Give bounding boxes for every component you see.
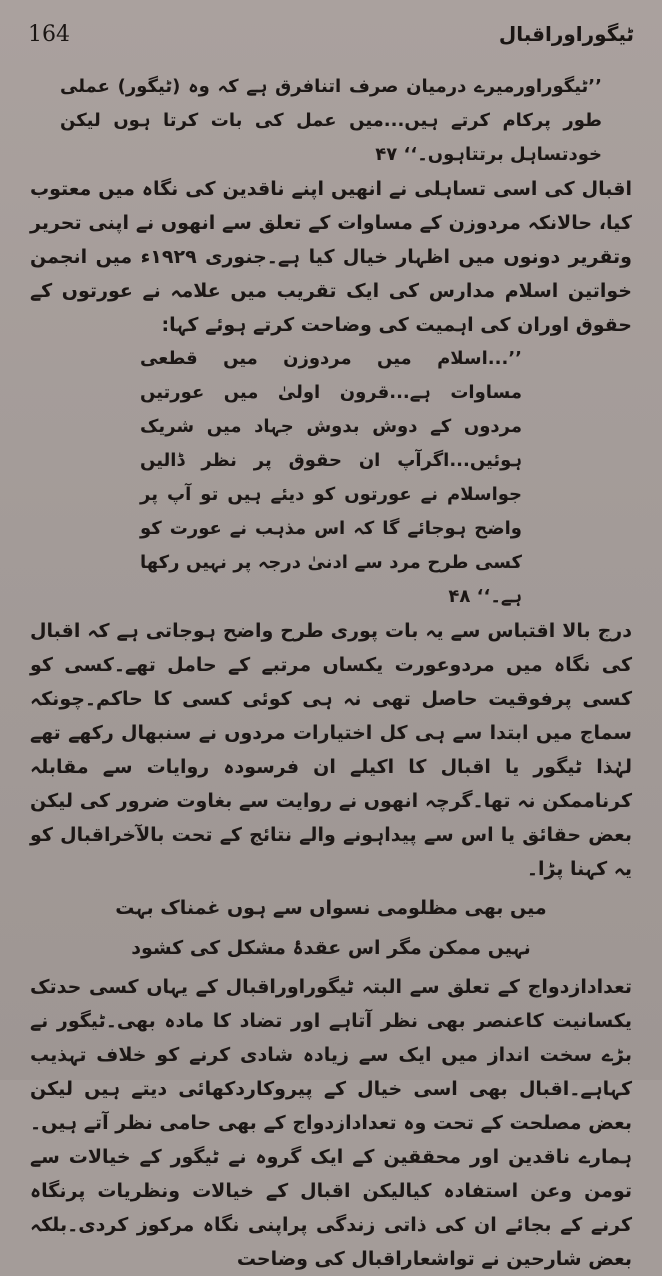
- quote-tagore: ’’ٹیگوراورمیرے درمیان صرف اتنافرق ہے کہ وہ (ٹیگور) عملی طور پرکام کرتے ہیں...میں عمل کی بات کرتا ہوں لیکن خودتساہل برتتاہوں۔‘‘ ۴۷: [60, 76, 602, 165]
- running-head: ٹیگوراوراقبال: [498, 22, 634, 46]
- verse-line-1: میں بھی مظلومی نسواں سے ہوں غمناک بہت: [115, 897, 547, 919]
- paragraph-3: تعدادازدواج کے تعلق سے البتہ ٹیگوراوراقبال کے یہاں کسی حدتک یکسانیت کاعنصر بھی نظر آتاہے اور تضاد کا مادہ بھی۔ٹیگور نے بڑے سخت انداز میں ایک سے زیادہ شادی کرنے کو خلاف تہذیب کہاہے۔اقبال بھی اسی خیال کے پیروکاردکھائی دیتے ہیں لیکن بعض مصلحت کے تحت وہ تعدادازدواج کے بھی حامی نظر آتے ہیں۔ہمارے ناقدین اور محققین کے ایک گروہ نے ٹیگور کے خیالات سے تومن وعن استفادہ کیالیکن اقبال کے خیالات ونظریات پرنگاہ کرنے کے بجائے ان کی ذاتی زندگی پراپنی نگاہ مرکوز کردی۔بلکہ بعض شارحین نے تواشعاراقبال کی وضاحت: [30, 976, 632, 1270]
- paragraph-1: اقبال کی اسی تساہلی نے انھیں اپنے ناقدین کی نگاہ میں معتوب کیا، حالانکہ مردوزن کے مساوات کے تعلق سے انھوں نے اپنی تحریر وتقریر دونوں میں اظہار خیال کیا ہے۔جنوری ۱۹۲۹ء میں انجمن خواتین اسلام مدارس کی ایک تقریب میں علامہ نے عورتوں کے حقوق اوران کی اہمیت کی وضاحت کرتے ہوئے کہا:: [30, 178, 632, 336]
- page-number: 164: [28, 22, 70, 47]
- page-header: [28, 22, 634, 52]
- page-body: [30, 70, 632, 1270]
- verse-line-2: نہیں ممکن مگر اس عقدۂ مشکل کی کشود: [131, 937, 531, 959]
- paragraph-2: درج بالا اقتباس سے یہ بات پوری طرح واضح ہوجاتی ہے کہ اقبال کی نگاہ میں مردوعورت یکساں مرتبے کے حامل تھے۔کسی کو کسی پرفوقیت حاصل تھی نہ ہی کوئی کسی کا حاکم۔چونکہ سماج میں ابتدا سے ہی کل اختیارات مردوں نے سنبھال رکھے تھے لہٰذا ٹیگور یا اقبال کا اکیلے ان فرسودہ روایات سے مقابلہ کرناممکن نہ تھا۔گرچہ انھوں نے روایت سے بغاوت ضرور کی لیکن بعض حقائق یا اس سے پیداہونے والے نتائج کے تحت بالآخراقبال کو یہ کہنا پڑا۔: [30, 620, 632, 880]
- quote-iqbal-speech: ’’...اسلام میں مردوزن میں قطعی مساوات ہے...قرون اولیٰ میں عورتیں مردوں کے دوش بدوش جہاد میں شریک ہوئیں...اگرآپ ان حقوق پر نظر ڈالیں جواسلام نے عورتوں کو دیئے ہیں تو آپ پر واضح ہوجائے گا کہ اس مذہب نے عورت کو کسی طرح مرد سے ادنیٰ درجہ پر نہیں رکھا ہے۔‘‘ ۴۸: [140, 348, 522, 607]
